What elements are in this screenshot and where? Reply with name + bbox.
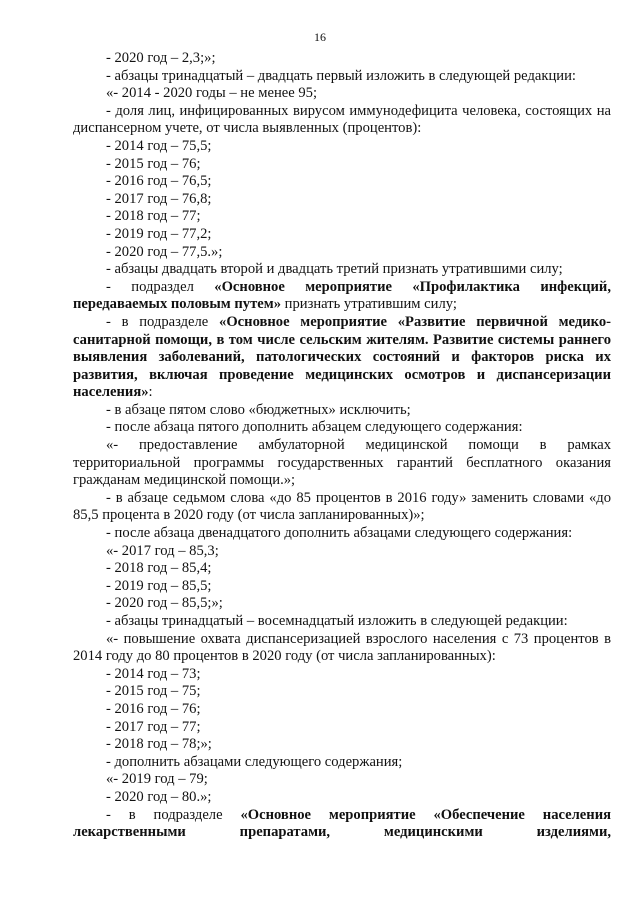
paragraph-text: признать утратившим силу;	[281, 296, 457, 313]
section-title: «Основное мероприятие «Развитие первичной медико-санитарной помощи, в том числе сельским жителям. Развитие системы раннего выявления заболеваний, патологических состояний и факторов риска их развития, включая проведение медицинских осмотров и диспансеризации населения»	[73, 313, 611, 401]
page-number: 16	[314, 30, 326, 44]
paragraph: «- повышение охвата диспансеризацией взрослого населения с 73 процентов в 2014 году до 80 процентов в 2020 году (от числа запланированных):	[73, 630, 611, 665]
document-body	[73, 50, 611, 842]
section-title: «Основное мероприятие «Профилактика инфекций, передаваемых половым путем»	[73, 278, 611, 313]
paragraph: - 2020 год – 2,3;»;	[106, 50, 216, 66]
paragraph: - 2014 год – 73;	[106, 665, 201, 682]
section-title: «Основное мероприятие «Обеспечение населения лекарственными препаратами, медицинскими изделиями,	[73, 806, 611, 841]
paragraph	[73, 279, 611, 314]
paragraph: «- 2017 год – 85,3;	[106, 542, 219, 559]
paragraph: - 2016 год – 76,5;	[106, 173, 212, 190]
paragraph	[73, 314, 611, 402]
paragraph: - 2020 год – 77,5.»;	[106, 243, 223, 260]
paragraph-text: :	[148, 384, 153, 401]
paragraph: - 2018 год – 78;»;	[106, 736, 212, 753]
paragraph: - абзацы тринадцатый – восемнадцатый изложить в следующей редакции:	[106, 613, 568, 629]
paragraph-text: - в подразделе	[106, 806, 241, 823]
paragraph: - 2015 год – 76;	[106, 155, 201, 172]
paragraph: - 2017 год – 76,8;	[106, 190, 212, 207]
paragraph: - доля лиц, инфицированных вирусом иммунодефицита человека, состоящих на диспансерном учете, от числа выявленных (процентов):	[73, 102, 611, 137]
paragraph: - 2019 год – 85,5;	[106, 577, 212, 594]
paragraph-text: - подраздел	[106, 278, 215, 295]
paragraph: - 2014 год – 75,5;	[106, 137, 212, 154]
paragraph: - 2018 год – 85,4;	[106, 560, 212, 577]
paragraph: - 2015 год – 75;	[106, 683, 201, 700]
paragraph: - 2018 год – 77;	[106, 208, 201, 225]
paragraph: - в абзаце седьмом слова «до 85 процентов в 2016 году» заменить словами «до 85,5 процента в 2020 году (от числа запланированных)»;	[73, 489, 611, 524]
paragraph: - 2020 год – 85,5;»;	[106, 595, 223, 612]
paragraph: - абзацы двадцать второй и двадцать третий признать утратившими силу;	[106, 261, 563, 278]
paragraph: «- 2019 год – 79;	[106, 771, 208, 788]
paragraph: «- предоставление амбулаторной медицинской помощи в рамках территориальной программы государственных гарантий бесплатного оказания гражданам медицинской помощи.»;	[73, 437, 611, 489]
paragraph	[73, 807, 611, 842]
paragraph: - 2020 год – 80.»;	[106, 788, 212, 805]
paragraph: - в абзаце пятом слово «бюджетных» исключить;	[106, 401, 411, 418]
paragraph: - после абзаца пятого дополнить абзацем следующего содержания:	[106, 419, 523, 436]
paragraph: - 2016 год – 76;	[106, 700, 201, 717]
paragraph: «- 2014 - 2020 годы – не менее 95;	[106, 85, 318, 102]
paragraph: - абзацы тринадцатый – двадцать первый изложить в следующей редакции:	[106, 67, 576, 84]
paragraph: - дополнить абзацами следующего содержания;	[106, 753, 403, 770]
paragraph: - 2019 год – 77,2;	[106, 225, 212, 242]
paragraph: - после абзаца двенадцатого дополнить абзацами следующего содержания:	[106, 525, 573, 542]
paragraph: - 2017 год – 77;	[106, 718, 201, 735]
paragraph-text: - в подразделе	[106, 313, 220, 330]
